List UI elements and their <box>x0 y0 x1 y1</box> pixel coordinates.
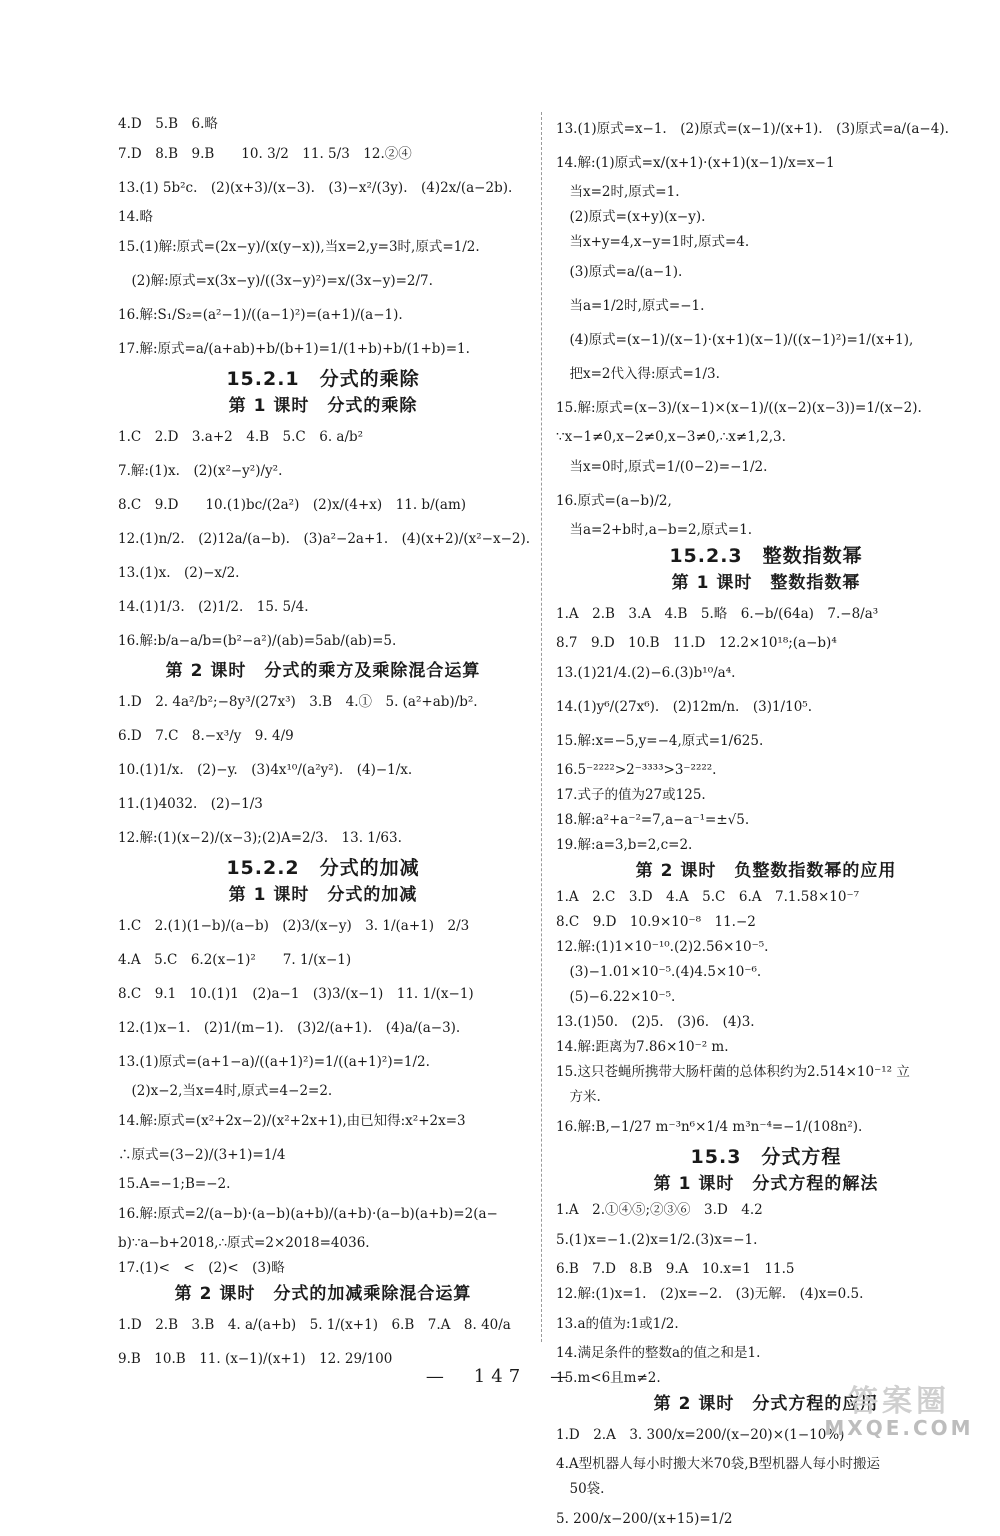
answer-line: ∴原式=(3−2)/(3+1)=1/4 <box>118 1147 286 1163</box>
right-column <box>556 112 976 1536</box>
column-divider <box>541 112 542 1342</box>
answer-line: 当a=1/2时,原式=−1. <box>556 298 705 314</box>
answer-line: (5)−6.22×10⁻⁵. <box>556 989 676 1005</box>
section-heading: 15.2.3 整数指数幂 <box>669 545 863 567</box>
answer-line: 6.D 7.C 8.−x³/y 9. 4/9 <box>118 728 294 744</box>
watermark-logo <box>824 1376 974 1440</box>
answer-line: 1.C 2.D 3.a+2 4.B 5.C 6. a/b² <box>118 429 364 445</box>
section-heading: 第 1 课时 分式方程的解法 <box>653 1174 879 1194</box>
answer-line: 5.(1)x=−1.(2)x=1/2.(3)x=−1. <box>556 1232 758 1248</box>
answer-line: 14.解:距离为7.86×10⁻² m. <box>556 1039 729 1055</box>
answer-line: 19.解:a=3,b=2,c=2. <box>556 837 693 853</box>
answer-line: 15.解:x=−5,y=−4,原式=1/625. <box>556 733 764 749</box>
answer-line: 7.D 8.B 9.B 10. 3/2 11. 5/3 12.②④ <box>118 146 412 162</box>
answer-line: 当x=0时,原式=1/(0−2)=−1/2. <box>556 459 768 475</box>
answer-line: 13.(1)原式=(a+1−a)/((a+1)²)=1/((a+1)²)=1/2. <box>118 1054 430 1070</box>
answer-line: b)∵a−b+2018,∴原式=2×2018=4036. <box>118 1235 370 1251</box>
answer-line: 17.(1)< < (2)< (3)略 <box>118 1260 285 1276</box>
answer-line: 15.m<6且m≠2. <box>556 1370 661 1386</box>
answer-line: 当x+y=4,x−y=1时,原式=4. <box>556 234 750 250</box>
answer-line: 15.解:原式=(x−3)/(x−1)×(x−1)/((x−2)(x−3))=1/(x−2). <box>556 400 922 416</box>
answer-line: 13.(1)21/4.(2)−6.(3)b¹⁰/a⁴. <box>556 665 736 681</box>
answer-line: 13.(1)原式=x−1. (2)原式=(x−1)/(x+1). (3)原式=a/(a−4). <box>556 121 949 137</box>
answer-line: 16.解:B,−1/27 m⁻³n⁶×1/4 m³n⁻⁴=−1/(108n²). <box>556 1119 863 1135</box>
answer-line: 1.A 2.C 3.D 4.A 5.C 6.A 7.1.58×10⁻⁷ <box>556 889 859 905</box>
section-heading: 第 1 课时 分式的乘除 <box>228 396 418 416</box>
answer-line: 4.A型机器人每小时搬大米70袋,B型机器人每小时搬运 <box>556 1456 881 1472</box>
answer-line: 把x=2代入得:原式=1/3. <box>556 366 720 382</box>
answer-line: (3)−1.01×10⁻⁵.(4)4.5×10⁻⁶. <box>556 964 762 980</box>
answer-line: 8.7 9.D 10.B 11.D 12.2×10¹⁸;(a−b)⁴ <box>556 635 837 651</box>
section-heading: 15.3 分式方程 <box>690 1146 842 1168</box>
answer-line: 16.5⁻²²²²>2⁻³³³³>3⁻²²²². <box>556 762 717 778</box>
answer-line: 16.解:S₁/S₂=(a²−1)/((a−1)²)=(a+1)/(a−1). <box>118 307 403 323</box>
answer-line: 14.略 <box>118 209 153 225</box>
answer-line: 17.解:原式=a/(a+ab)+b/(b+1)=1/(1+b)+b/(1+b)=1. <box>118 341 470 357</box>
answer-line: 7.解:(1)x. (2)(x²−y²)/y². <box>118 463 283 479</box>
answer-line: 16.解:b/a−a/b=(b²−a²)/(ab)=5ab/(ab)=5. <box>118 633 397 649</box>
answer-line: (4)原式=(x−1)/(x−1)·(x+1)(x−1)/((x−1)²)=1/(x+1), <box>556 332 914 348</box>
answer-line: 16.原式=(a−b)/2, <box>556 493 672 509</box>
answer-line: 13.(1)x. (2)−x/2. <box>118 565 240 581</box>
answer-line: 13.a的值为:1或1/2. <box>556 1316 679 1332</box>
answer-line: ∵x−1≠0,x−2≠0,x−3≠0,∴x≠1,2,3. <box>556 429 786 445</box>
answer-line: 10.(1)1/x. (2)−y. (3)4x¹⁰/(a²y²). (4)−1/x. <box>118 762 413 778</box>
watermark-top-text: 答案圈 <box>848 1384 950 1419</box>
answer-line: 当x=2时,原式=1. <box>556 184 680 200</box>
answer-line: 9.B 10.B 11. (x−1)/(x+1) 12. 29/100 <box>118 1351 393 1367</box>
section-heading: 15.2.2 分式的加减 <box>226 857 420 879</box>
answer-line: (2)原式=(x+y)(x−y). <box>556 209 706 225</box>
watermark-bottom-text: MXQE.COM <box>824 1416 974 1440</box>
answer-line: 15.(1)解:原式=(2x−y)/(x(y−x)),当x=2,y=3时,原式=1/2. <box>118 239 480 255</box>
answer-line: (2)解:原式=x(3x−y)/((3x−y)²)=x/(3x−y)=2/7. <box>118 273 433 289</box>
section-heading: 第 2 课时 负整数指数幂的应用 <box>635 861 897 881</box>
answer-line: (2)x−2,当x=4时,原式=4−2=2. <box>118 1083 333 1099</box>
answer-line: 12.解:(1)1×10⁻¹⁰.(2)2.56×10⁻⁵. <box>556 939 769 955</box>
section-heading: 第 2 课时 分式的乘方及乘除混合运算 <box>165 661 481 681</box>
answer-line: 15.这只苍蝇所携带大肠杆菌的总体积约为2.514×10⁻¹² 立 <box>556 1064 910 1080</box>
answer-line: 1.A 2.B 3.A 4.B 5.略 6.−b/(64a) 7.−8/a³ <box>556 606 879 622</box>
answer-line: 4.A 5.C 6.2(x−1)² 7. 1/(x−1) <box>118 952 352 968</box>
answer-line: 13.(1) 5b²c. (2)(x+3)/(x−3). (3)−x²/(3y). (4)2x/(a−2b). <box>118 180 513 196</box>
answer-line: 1.A 2.①④⑤;②③⑥ 3.D 4.2 <box>556 1202 763 1218</box>
answer-line: 12.(1)x−1. (2)1/(m−1). (3)2/(a+1). (4)a/(a−3). <box>118 1020 461 1036</box>
answer-line: 8.C 9.D 10.(1)bc/(2a²) (2)x/(4+x) 11. b/(am) <box>118 497 467 513</box>
answer-line: 17.式子的值为27或125. <box>556 787 706 803</box>
section-heading: 第 2 课时 分式的加减乘除混合运算 <box>174 1284 472 1304</box>
answer-line: 12.解:(1)x=1. (2)x=−2. (3)无解. (4)x=0.5. <box>556 1286 864 1302</box>
answer-line: 16.解:原式=2/(a−b)·(a−b)(a+b)/(a+b)·(a−b)(a+b)=2(a− <box>118 1206 498 1222</box>
answer-line: 当a=2+b时,a−b=2,原式=1. <box>556 522 753 538</box>
answer-line: (3)原式=a/(a−1). <box>556 264 683 280</box>
section-heading: 第 1 课时 整数指数幂 <box>671 573 861 593</box>
answer-line: 11.(1)4032. (2)−1/3 <box>118 796 263 812</box>
answer-line: 1.D 2. 4a²/b²;−8y³/(27x³) 3.B 4.① 5. (a²+ab)/b². <box>118 694 478 710</box>
answer-line: 14.(1)1/3. (2)1/2. 15. 5/4. <box>118 599 309 615</box>
answer-line: 14.满足条件的整数a的值之和是1. <box>556 1345 761 1361</box>
answer-line: 14.解:(1)原式=x/(x+1)·(x+1)(x−1)/x=x−1 <box>556 155 835 171</box>
answer-line: 13.(1)50. (2)5. (3)6. (4)3. <box>556 1014 755 1030</box>
answer-line: 8.C 9.1 10.(1)1 (2)a−1 (3)3/(x−1) 11. 1/(x−1) <box>118 986 474 1002</box>
answer-line: 6.B 7.D 8.B 9.A 10.x=1 11.5 <box>556 1261 795 1277</box>
left-column <box>118 112 531 1376</box>
answer-line: 方米. <box>556 1089 601 1105</box>
section-heading: 第 1 课时 分式的加减 <box>228 885 418 905</box>
answer-line: 12.解:(1)(x−2)/(x−3);(2)A=2/3. 13. 1/63. <box>118 830 402 846</box>
answer-line: 14.解:原式=(x²+2x−2)/(x²+2x+1),由已知得:x²+2x=3 <box>118 1113 466 1129</box>
answer-line: 1.C 2.(1)(1−b)/(a−b) (2)3/(x−y) 3. 1/(a+1) 2/3 <box>118 918 470 934</box>
section-heading: 15.2.1 分式的乘除 <box>226 368 420 390</box>
answer-line: 5. 200/x−200/(x+15)=1/2 <box>556 1511 733 1527</box>
answer-line: 15.A=−1;B=−2. <box>118 1176 231 1192</box>
answer-line: 18.解:a²+a⁻²=7,a−a⁻¹=±√5. <box>556 812 750 828</box>
section-heading: 第 2 课时 分式方程的应用 <box>653 1394 879 1414</box>
answer-line: 8.C 9.D 10.9×10⁻⁸ 11.−2 <box>556 914 756 930</box>
answer-line: 4.D 5.B 6.略 <box>118 116 218 132</box>
answer-line: 1.D 2.B 3.B 4. a/(a+b) 5. 1/(x+1) 6.B 7.A 8. 40/a <box>118 1317 511 1333</box>
page-number: — 147 — <box>425 1366 575 1387</box>
answer-line: 50袋. <box>556 1481 605 1497</box>
answer-line: 1.D 2.A 3. 300/x=200/(x−20)×(1−10%) <box>556 1427 845 1443</box>
answer-line: 14.(1)y⁶/(27x⁶). (2)12m/n. (3)1/10⁵. <box>556 699 812 715</box>
answer-line: 12.(1)n/2. (2)12a/(a−b). (3)a²−2a+1. (4)(x+2)/(x²−x−2). <box>118 531 531 547</box>
